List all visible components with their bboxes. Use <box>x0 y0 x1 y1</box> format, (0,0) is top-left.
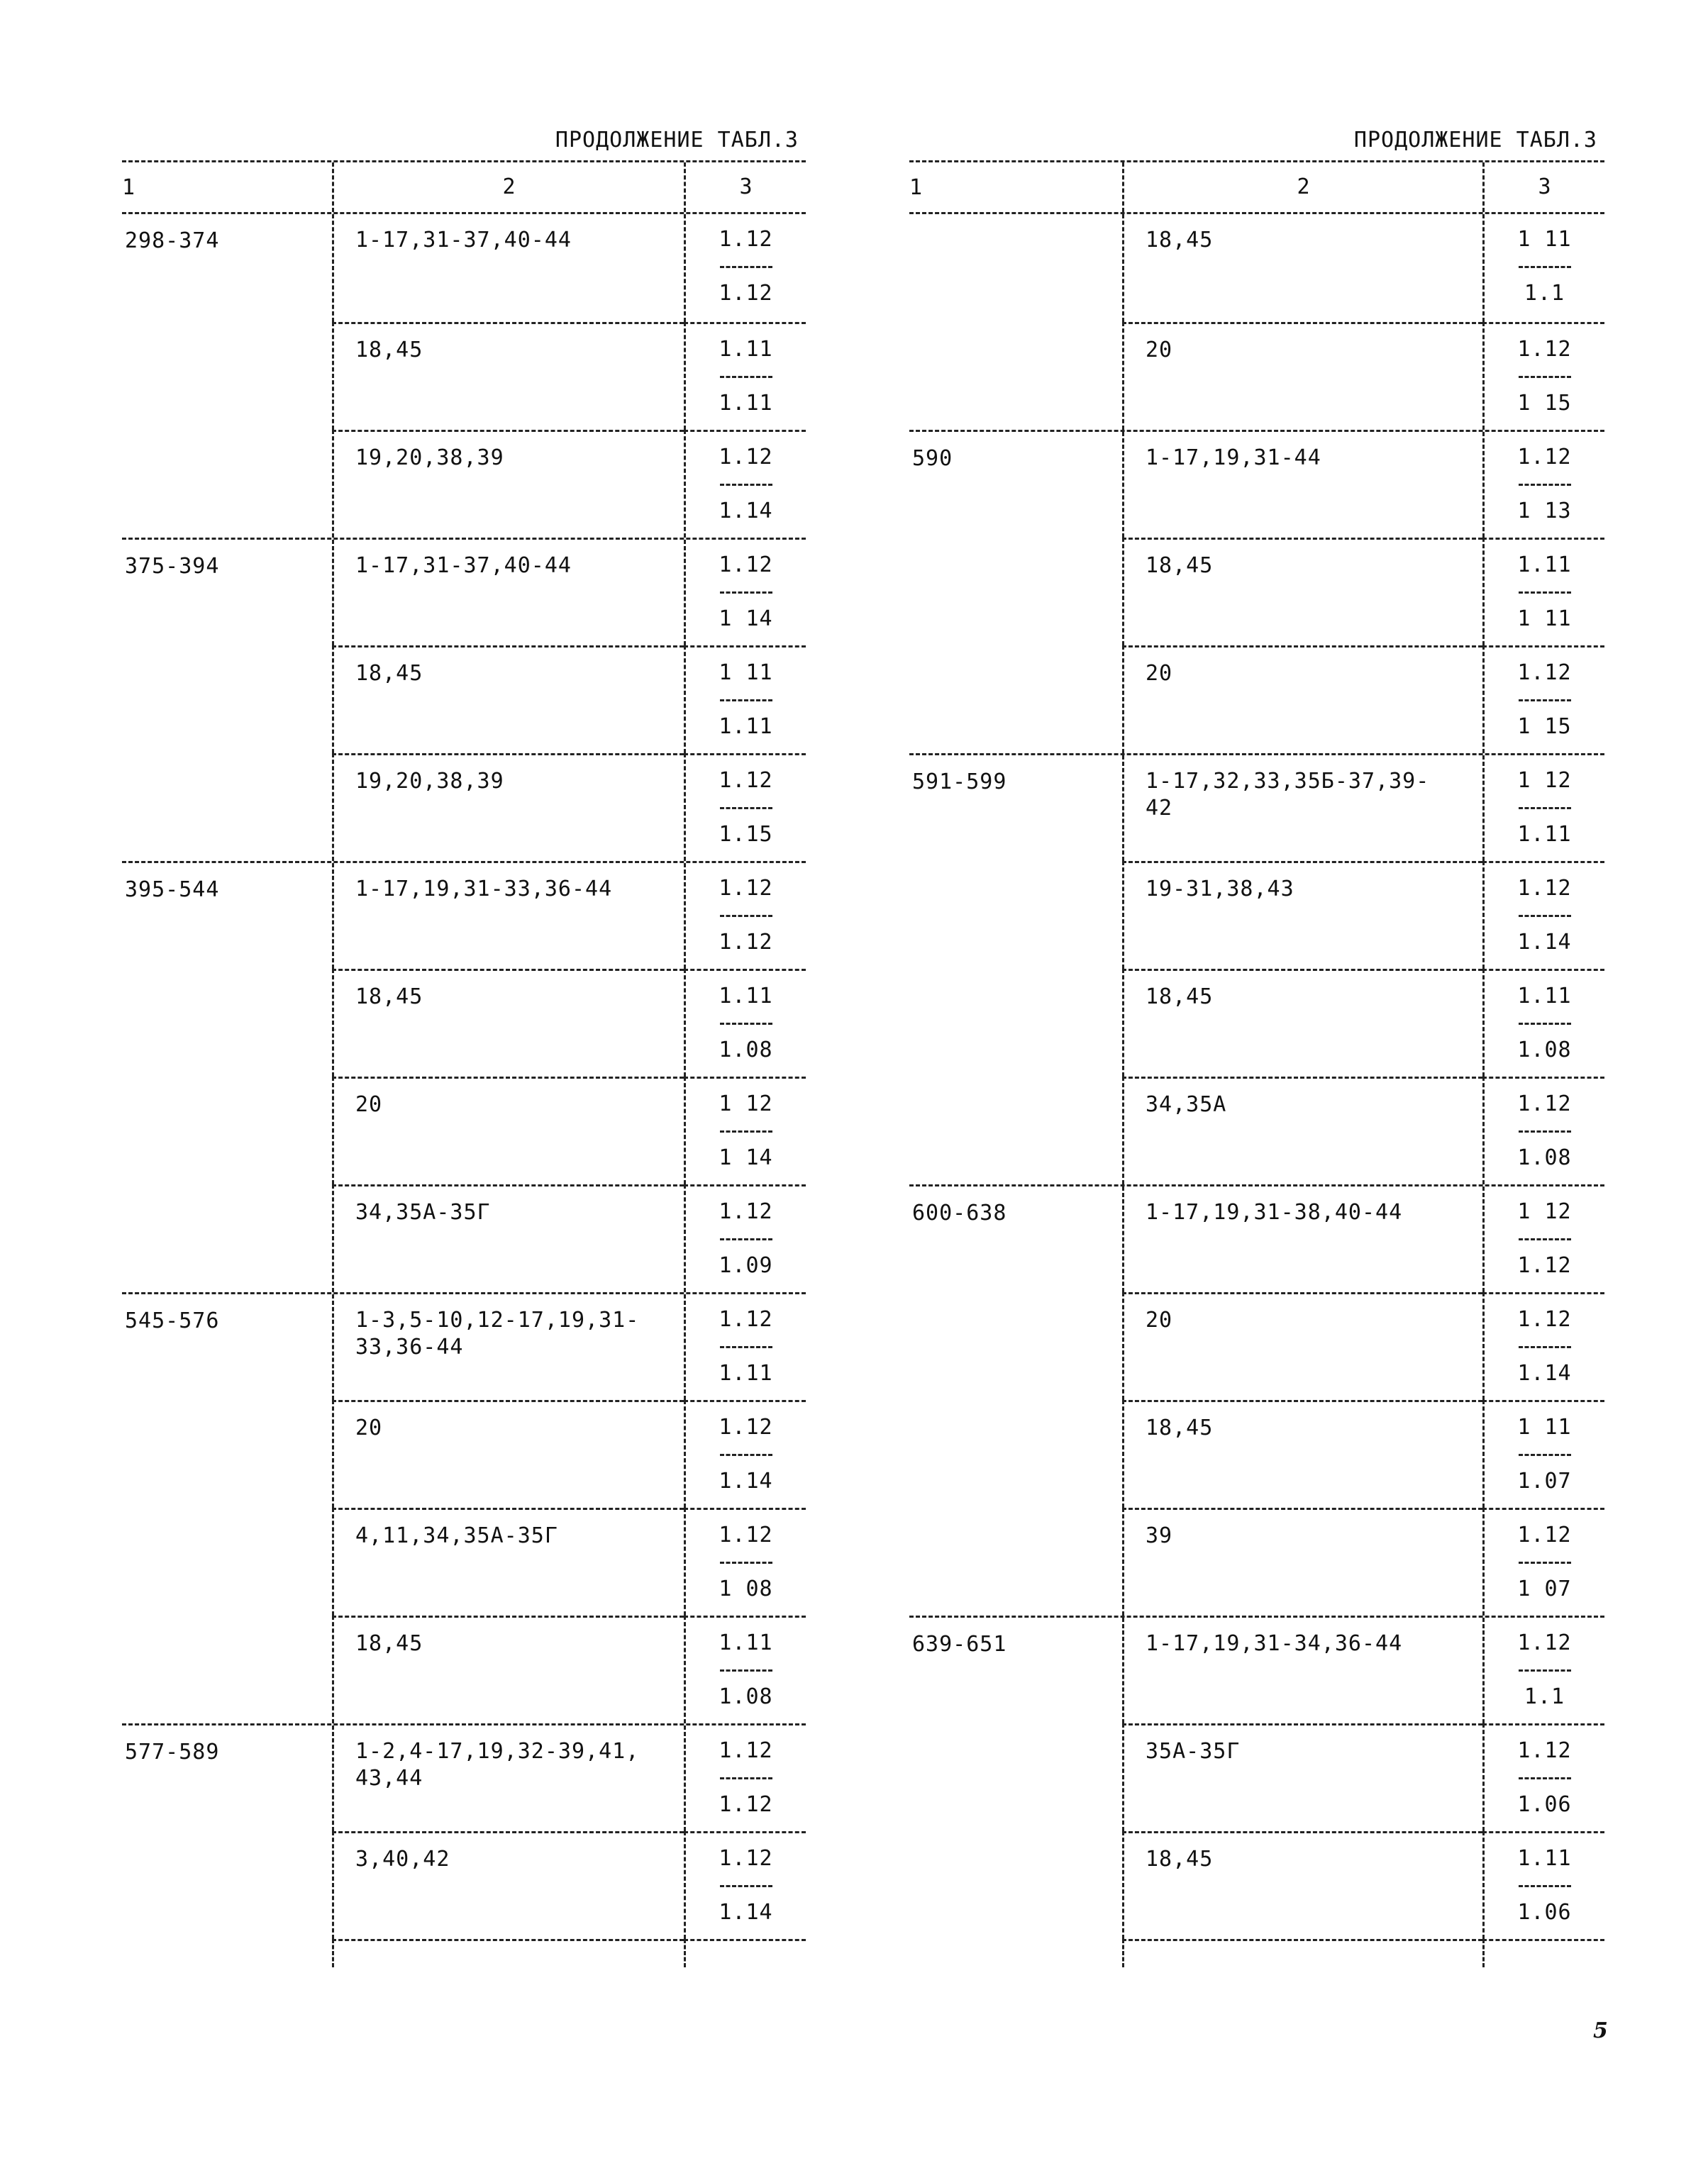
fraction-bar <box>720 591 772 594</box>
coefficient-denominator: 1.12 <box>719 281 773 306</box>
coefficient-denominator: 1.15 <box>719 822 773 847</box>
tail-spacer <box>332 1939 684 1967</box>
left-table-body <box>122 214 806 1967</box>
coefficient-fraction-cell <box>684 1077 806 1184</box>
coefficient-numerator: 1 12 <box>1517 1199 1572 1224</box>
coefficient-denominator: 1 14 <box>719 606 773 631</box>
item-list-cell: 1-17,32,33,35Б-37,39- 42 <box>1122 755 1482 861</box>
coefficient-numerator: 1.12 <box>719 1846 773 1871</box>
coefficient-denominator: 1.12 <box>719 930 773 955</box>
tail-spacer <box>1122 1939 1482 1967</box>
table-row <box>909 322 1604 430</box>
group-range-cell <box>122 1077 332 1184</box>
table-row <box>909 1184 1604 1292</box>
fraction-bar <box>1519 1777 1571 1779</box>
table-row <box>122 538 806 645</box>
coefficient-denominator: 1.08 <box>719 1684 773 1709</box>
coefficient-denominator: 1.14 <box>719 499 773 523</box>
item-list-cell: 20 <box>332 1400 684 1508</box>
coefficient-numerator: 1.12 <box>719 1307 773 1332</box>
fraction-bar <box>720 484 772 486</box>
item-list-cell: 1-17,19,31-38,40-44 <box>1122 1186 1482 1292</box>
coefficient-denominator: 1.11 <box>1517 822 1572 847</box>
coefficient-fraction-cell <box>684 1616 806 1723</box>
coefficient-fraction-cell <box>684 322 806 430</box>
table-row <box>909 861 1604 969</box>
group-range-cell <box>122 645 332 753</box>
group-range-cell: 298-374 <box>125 228 220 253</box>
fraction-bar <box>720 376 772 378</box>
fraction-bar <box>1519 1346 1571 1348</box>
item-list-cell: 1-17,19,31-34,36-44 <box>1122 1618 1482 1723</box>
group-range-cell <box>122 969 332 1077</box>
coefficient-fraction-cell <box>1482 322 1604 430</box>
coefficient-numerator: 1.12 <box>1517 1091 1572 1116</box>
item-list-cell: 20 <box>1122 1292 1482 1400</box>
coefficient-numerator: 1.12 <box>1517 337 1572 362</box>
item-list-cell: 20 <box>1122 322 1482 430</box>
coefficient-denominator: 1 08 <box>719 1577 773 1601</box>
group-range-cell <box>909 1077 1122 1184</box>
item-list-cell: 18,45 <box>1122 1831 1482 1939</box>
group-range-cell: 591-599 <box>912 769 1007 794</box>
coefficient-numerator: 1 11 <box>1517 227 1572 252</box>
item-list-cell: 35А-35Г <box>1122 1723 1482 1831</box>
coefficient-numerator: 1.12 <box>719 1523 773 1547</box>
coefficient-numerator: 1.12 <box>1517 1523 1572 1547</box>
fraction-bar <box>1519 1023 1571 1025</box>
coefficient-numerator: 1.12 <box>1517 1307 1572 1332</box>
coefficient-fraction-cell <box>1482 755 1604 861</box>
coefficient-fraction-cell <box>1482 538 1604 645</box>
group-range-cell <box>909 861 1122 969</box>
item-list-cell: 19-31,38,43 <box>1122 861 1482 969</box>
coefficient-numerator: 1.12 <box>1517 660 1572 685</box>
item-list-cell: 18,45 <box>1122 969 1482 1077</box>
coefficient-fraction-cell <box>684 430 806 538</box>
column-header-1: 1 <box>122 174 135 200</box>
coefficient-fraction-cell <box>1482 645 1604 753</box>
coefficient-denominator: 1.06 <box>1517 1900 1572 1925</box>
item-list-cell: 4,11,34,35А-35Г <box>332 1508 684 1616</box>
coefficient-numerator: 1.11 <box>719 984 773 1008</box>
group-range-cell: 395-544 <box>125 877 220 902</box>
coefficient-fraction-cell <box>1482 1186 1604 1292</box>
coefficient-numerator: 1.11 <box>1517 984 1572 1008</box>
coefficient-fraction-cell <box>1482 1400 1604 1508</box>
group-range-cell <box>909 1292 1122 1400</box>
table-row <box>909 1508 1604 1616</box>
coefficient-denominator: 1.08 <box>1517 1145 1572 1170</box>
fraction-bar <box>720 807 772 809</box>
item-list-cell: 1-3,5-10,12-17,19,31- 33,36-44 <box>332 1294 684 1400</box>
coefficient-numerator: 1.12 <box>719 1415 773 1440</box>
table-row <box>909 538 1604 645</box>
fraction-bar <box>720 1130 772 1133</box>
table-row <box>909 645 1604 753</box>
tail-spacer <box>909 1939 1122 1967</box>
column-header-row <box>909 162 1604 212</box>
item-list-cell: 20 <box>332 1077 684 1184</box>
column-header-3: 3 <box>684 162 806 212</box>
coefficient-numerator: 1.12 <box>719 1199 773 1224</box>
coefficient-fraction-cell <box>684 1508 806 1616</box>
table-row <box>122 753 806 861</box>
item-list-cell: 19,20,38,39 <box>332 430 684 538</box>
fraction-bar <box>720 1238 772 1240</box>
coefficient-numerator: 1.12 <box>1517 1738 1572 1763</box>
coefficient-denominator: 1.12 <box>1517 1253 1572 1278</box>
coefficient-numerator: 1.12 <box>1517 876 1572 901</box>
fraction-bar <box>1519 1454 1571 1456</box>
column-header-1: 1 <box>909 174 923 200</box>
coefficient-denominator: 1.06 <box>1517 1792 1572 1817</box>
tail-spacer <box>684 1939 806 1967</box>
item-list-cell: 34,35А-35Г <box>332 1184 684 1292</box>
coefficient-numerator: 1.12 <box>719 552 773 577</box>
group-range-cell <box>122 430 332 538</box>
fraction-bar <box>720 699 772 701</box>
fraction-bar <box>1519 1562 1571 1564</box>
coefficient-fraction-cell <box>1482 1723 1604 1831</box>
coefficient-denominator: 1.11 <box>719 714 773 739</box>
item-list-cell: 20 <box>1122 645 1482 753</box>
coefficient-fraction-cell <box>1482 1618 1604 1723</box>
group-range-cell: 375-394 <box>125 554 220 579</box>
coefficient-numerator: 1.12 <box>719 768 773 793</box>
table-row <box>122 1616 806 1723</box>
coefficient-numerator: 1 12 <box>1517 768 1572 793</box>
tail-spacer <box>1482 1939 1604 1967</box>
coefficient-numerator: 1 11 <box>719 660 773 685</box>
item-list-cell: 1-17,19,31-44 <box>1122 432 1482 538</box>
item-list-cell: 18,45 <box>1122 538 1482 645</box>
coefficient-fraction-cell <box>684 1400 806 1508</box>
fraction-bar <box>1519 807 1571 809</box>
page-number: 5 <box>1593 2018 1608 2043</box>
table-row <box>909 1400 1604 1508</box>
coefficient-numerator: 1.12 <box>1517 1630 1572 1655</box>
table-row <box>122 1292 806 1400</box>
group-range-cell <box>909 645 1122 753</box>
table-row <box>909 1292 1604 1400</box>
table-row <box>122 1723 806 1831</box>
group-range-cell: 545-576 <box>125 1308 220 1333</box>
fraction-bar <box>720 1669 772 1672</box>
table-row <box>122 214 806 322</box>
coefficient-denominator: 1 15 <box>1517 714 1572 739</box>
table-row <box>909 1616 1604 1723</box>
coefficient-fraction-cell <box>1482 432 1604 538</box>
coefficient-denominator: 1.14 <box>1517 1361 1572 1386</box>
coefficient-fraction-cell <box>684 214 806 322</box>
fraction-bar <box>720 266 772 268</box>
coefficient-fraction-cell <box>1482 1508 1604 1616</box>
table-row <box>122 1400 806 1508</box>
coefficient-denominator: 1 14 <box>719 1145 773 1170</box>
item-list-cell: 18,45 <box>332 645 684 753</box>
table-row <box>909 1723 1604 1831</box>
fraction-bar <box>1519 1885 1571 1887</box>
coefficient-fraction-cell <box>1482 1831 1604 1939</box>
group-range-cell: 639-651 <box>912 1632 1007 1657</box>
table-row <box>909 430 1604 538</box>
item-list-cell: 18,45 <box>332 322 684 430</box>
item-list-cell: 1-2,4-17,19,32-39,41, 43,44 <box>332 1725 684 1831</box>
coefficient-numerator: 1.11 <box>1517 552 1572 577</box>
fraction-bar <box>1519 484 1571 486</box>
table-continuation-heading: ПРОДОЛЖЕНИЕ ТАБЛ.3 <box>1353 128 1597 152</box>
coefficient-numerator: 1.12 <box>719 876 773 901</box>
table-tail <box>122 1939 806 1967</box>
coefficient-denominator: 1 13 <box>1517 499 1572 523</box>
group-range-cell <box>122 1184 332 1292</box>
group-range-cell <box>122 753 332 861</box>
table-row <box>122 322 806 430</box>
item-list-cell: 18,45 <box>332 1616 684 1723</box>
group-range-cell <box>909 1831 1122 1939</box>
group-range-cell <box>909 1723 1122 1831</box>
fraction-bar <box>1519 1669 1571 1672</box>
coefficient-fraction-cell <box>684 540 806 645</box>
coefficient-denominator: 1.08 <box>719 1038 773 1062</box>
group-range-cell <box>909 1400 1122 1508</box>
column-header-row <box>122 162 806 212</box>
group-range-cell: 600-638 <box>912 1201 1007 1226</box>
item-list-cell: 19,20,38,39 <box>332 753 684 861</box>
right-table-body <box>909 214 1604 1967</box>
table-row <box>122 1184 806 1292</box>
coefficient-denominator: 1.1 <box>1524 281 1565 306</box>
fraction-bar <box>720 1346 772 1348</box>
coefficient-denominator: 1 07 <box>1517 1577 1572 1601</box>
table-row <box>909 969 1604 1077</box>
coefficient-numerator: 1 11 <box>1517 1415 1572 1440</box>
coefficient-denominator: 1.11 <box>719 1361 773 1386</box>
coefficient-numerator: 1 12 <box>719 1091 773 1116</box>
coefficient-numerator: 1.12 <box>719 1738 773 1763</box>
group-range-cell <box>909 969 1122 1077</box>
tail-spacer <box>122 1939 332 1967</box>
coefficient-numerator: 1.11 <box>719 337 773 362</box>
group-range-cell <box>122 322 332 430</box>
group-range-cell <box>122 1831 332 1939</box>
coefficient-denominator: 1.07 <box>1517 1469 1572 1494</box>
coefficient-numerator: 1.11 <box>1517 1846 1572 1871</box>
coefficient-fraction-cell <box>684 1184 806 1292</box>
group-range-cell <box>909 538 1122 645</box>
fraction-bar <box>1519 376 1571 378</box>
table-row <box>909 1077 1604 1184</box>
table-row <box>122 969 806 1077</box>
coefficient-fraction-cell <box>684 1831 806 1939</box>
table-row <box>909 214 1604 322</box>
fraction-bar <box>720 1454 772 1456</box>
item-list-cell: 18,45 <box>1122 214 1482 322</box>
fraction-bar <box>1519 699 1571 701</box>
fraction-bar <box>1519 1238 1571 1240</box>
group-range-cell <box>909 322 1122 430</box>
item-list-cell: 34,35А <box>1122 1077 1482 1184</box>
group-range-cell <box>122 1400 332 1508</box>
item-list-cell: 39 <box>1122 1508 1482 1616</box>
coefficient-denominator: 1.14 <box>719 1900 773 1925</box>
coefficient-fraction-cell <box>1482 861 1604 969</box>
table-row <box>122 1077 806 1184</box>
coefficient-fraction-cell <box>684 1725 806 1831</box>
fraction-bar <box>1519 266 1571 268</box>
table-row <box>909 1831 1604 1939</box>
coefficient-denominator: 1.12 <box>719 1792 773 1817</box>
table-row <box>122 1508 806 1616</box>
table-row <box>122 430 806 538</box>
coefficient-fraction-cell <box>684 645 806 753</box>
item-list-cell: 1-17,19,31-33,36-44 <box>332 863 684 969</box>
coefficient-numerator: 1.12 <box>719 227 773 252</box>
left-table <box>122 121 806 1967</box>
coefficient-numerator: 1.11 <box>719 1630 773 1655</box>
table-row <box>122 1831 806 1939</box>
coefficient-denominator: 1 15 <box>1517 391 1572 416</box>
coefficient-fraction-cell <box>684 969 806 1077</box>
coefficient-denominator: 1.14 <box>1517 930 1572 955</box>
fraction-bar <box>720 1777 772 1779</box>
coefficient-denominator: 1.1 <box>1524 1684 1565 1709</box>
fraction-bar <box>1519 915 1571 917</box>
coefficient-denominator: 1.09 <box>719 1253 773 1278</box>
fraction-bar <box>1519 1130 1571 1133</box>
coefficient-numerator: 1.12 <box>1517 445 1572 469</box>
coefficient-fraction-cell <box>684 863 806 969</box>
fraction-bar <box>720 1023 772 1025</box>
table-row <box>909 753 1604 861</box>
item-list-cell: 1-17,31-37,40-44 <box>332 540 684 645</box>
coefficient-fraction-cell <box>1482 1292 1604 1400</box>
item-list-cell: 18,45 <box>1122 1400 1482 1508</box>
coefficient-denominator: 1 11 <box>1517 606 1572 631</box>
group-range-cell <box>122 1616 332 1723</box>
item-list-cell: 3,40,42 <box>332 1831 684 1939</box>
column-header-2: 2 <box>332 162 684 212</box>
coefficient-denominator: 1.08 <box>1517 1038 1572 1062</box>
coefficient-fraction-cell <box>684 1294 806 1400</box>
coefficient-denominator: 1.14 <box>719 1469 773 1494</box>
group-range-cell: 577-589 <box>125 1740 220 1764</box>
item-list-cell: 1-17,31-37,40-44 <box>332 214 684 322</box>
fraction-bar <box>720 1562 772 1564</box>
table-continuation-heading: ПРОДОЛЖЕНИЕ ТАБЛ.3 <box>555 128 799 152</box>
coefficient-denominator: 1.11 <box>719 391 773 416</box>
group-range-cell: 590 <box>912 446 953 471</box>
column-header-3: 3 <box>1482 162 1604 212</box>
group-range-cell <box>909 1508 1122 1616</box>
fraction-bar <box>720 1885 772 1887</box>
table-tail <box>909 1939 1604 1967</box>
coefficient-fraction-cell <box>684 753 806 861</box>
coefficient-fraction-cell <box>1482 214 1604 322</box>
table-row <box>122 645 806 753</box>
group-range-cell <box>909 214 1122 322</box>
fraction-bar <box>720 915 772 917</box>
right-table <box>909 121 1604 1967</box>
group-range-cell <box>122 1508 332 1616</box>
item-list-cell: 18,45 <box>332 969 684 1077</box>
coefficient-numerator: 1.12 <box>719 445 773 469</box>
coefficient-fraction-cell <box>1482 969 1604 1077</box>
coefficient-fraction-cell <box>1482 1077 1604 1184</box>
fraction-bar <box>1519 591 1571 594</box>
column-header-2: 2 <box>1122 162 1482 212</box>
table-row <box>122 861 806 969</box>
